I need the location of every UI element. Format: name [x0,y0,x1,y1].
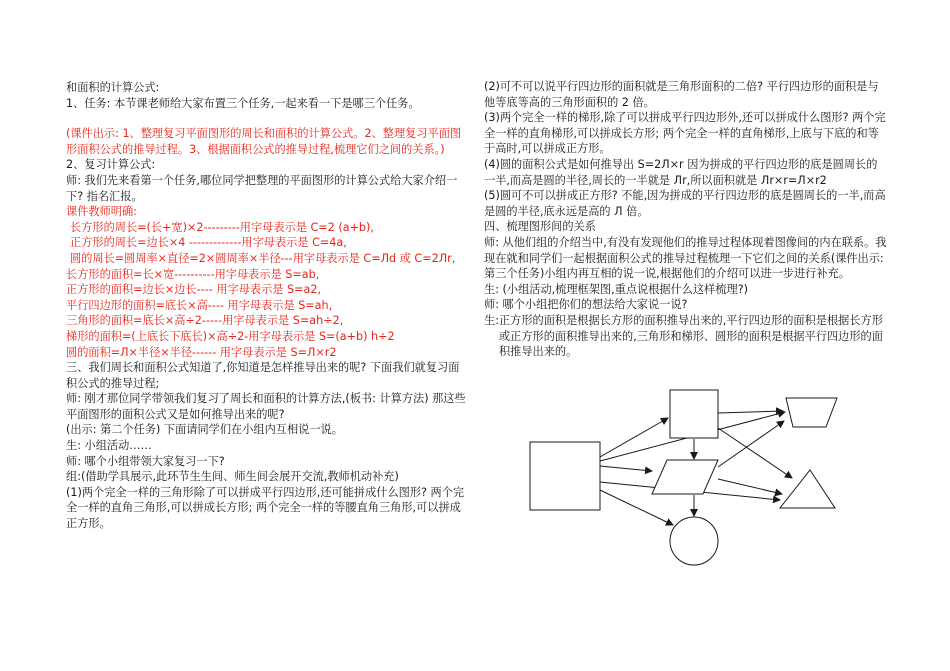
formula-line: 梯形的面积=(上底长下底长)×高÷2-用字母表示是 S=(a+b) h÷2 [66,329,395,343]
section-heading: 三、我们周长和面积公式知道了,你知道是怎样推导出来的呢? 下面我们就复习面积公式的推导过程; [66,361,460,390]
section-heading: 四、梳理图形间的关系 [484,220,596,234]
courseware-label: 课件教师明确: [66,205,137,219]
formula-line: 三角形的面积=底长×高÷2-----用字母表示是 S=ah÷2, [66,314,344,328]
square-shape [670,390,718,438]
arrow-square-to-triangle [718,428,792,478]
arrow-parallelogram-to-trapezoid [718,421,784,467]
formula-line: 长方形的周长=(长+宽)×2---------用字母表示是 C=2 (a+b), [70,220,374,234]
student-label: 生: [484,313,499,327]
student-line: 生: 小组活动…… [66,439,152,453]
student-answer-text: 正方形的面积是根据长方形的面积推导出来的,平行四边形的面积是根据长方形或正方形的面积推导出来的,三角形和梯形、圆形的面积是根据平行四边形的面积推导出来的。 [498,313,883,359]
formula-line: 圆的周长=圆周率×直径=2×圆周率×半径---用字母表示是 C=Лd 或 C=2Лr, [70,251,456,265]
teacher-line: 师: 刚才那位同学带领我们复习了周长和面积的计算方法,(板书: 计算方法) 那这些平面图形的面积公式又是如何推导出来的呢? [66,392,466,421]
parallelogram-shape [652,460,718,494]
arrow-parallelogram-to-triangle [718,479,782,494]
task-intro: 1、任务: 本节课老师给大家布置三个任务,一起来看一下是哪三个任务。 [66,96,420,110]
section-heading: 2、复习计算公式: [66,158,156,172]
arrow-rectangle-to-parallelogram [600,466,652,471]
question-answer: (3)两个完全一样的梯形,除了可以拼成平行四边形外,还可以拼成什么图形? 两个完全一样的直角梯形,可以拼成长方形; 两个完全一样的直角梯形,上底与下底的和等于高时,可以拼成正方形。 [484,111,886,156]
teacher-line: 师: 我们先来看第一个任务,哪位同学把整理的平面图形的计算公式给大家介绍一下? 指名汇报。 [66,173,458,203]
question-answer: (5)圆可不可以拼成正方形? 不能,因为拼成的平行四边形的底是圆周长的一半,而高是圆的半径,底永远是高的 Л 倍。 [484,189,886,218]
question-answer: (2)可不可以说平行四边形的面积就是三角形面积的二倍? 平行四边形的面积是与他等底等高的三角形面积的 2 倍。 [484,80,879,109]
arrow-rectangle-to-square [600,418,668,457]
text-line: (出示: 第二个任务) 下面请同学们在小组内互相说一说。 [66,423,343,437]
question-answer: (4)圆的面积公式是如何推导出 S=2Л×r 因为拼成的平行四边形的底是圆周长的一半,而高是圆的半径,周长的一半就是 Лr,所以面积就是 Лr×r=Л×r2 [484,157,878,187]
rectangle-shape [530,442,600,510]
teacher-line: 师: 哪个小组把你们的想法给大家说一说? [484,298,688,312]
arrow-rectangle-to-circle [600,490,673,525]
courseware-tasks: (课件出示: 1、整理复习平面图形的周长和面积的计算公式。2、整理复习平面图形面积公式的推导过程。3、根据面积公式的推导过程,梳理它们之间的关系。) [66,127,462,156]
group-line: 组:(借助学具展示,此环节生生间、师生间会展开交流,教师机动补充) [66,470,399,484]
teacher-line: 师: 从他们组的介绍当中,有没有发现他们的推导过程体现着图像间的内在联系。我现在就和同学们一起根据面积公式的推导过程梳理一下它们之间的关系(课件出示: 第三个任务)小组内再互相的说一说,根据他们的介绍可以进一步进行补充。 [484,235,887,281]
formula-line: 正方形的周长=边长×4 -------------用字母表示是 C=4a, [70,236,347,250]
text-line: 和面积的计算公式: [66,81,160,94]
arrow-square-to-trapezoid [718,411,783,413]
formula-line: 圆的面积=Л×半径×半径------ 用字母表示是 S=Л×r2 [66,345,337,359]
formula-line: 正方形的面积=边长×边长---- 用字母表示是 S=a2, [66,283,322,297]
teacher-line: 师: 哪个小组带领大家复习一下? [66,454,225,468]
formula-line: 长方形的面积=长×宽----------用字母表示是 S=ab, [66,267,320,281]
circle-shape [670,517,718,565]
trapezoid-shape [786,398,837,427]
student-line: 生: (小组活动,梳理框架图,重点说根据什么这样梳理?) [484,282,749,296]
question-answer: (1)两个完全一样的三角形除了可以拼成平行四边形,还可能拼成什么图形? 两个完全一样的直角三角形,可以拼成长方形; 两个完全一样的等腰直角三角形,可以拼成正方形。 [66,485,465,531]
formula-line: 平行四边形的面积=底长×高---- 用字母表示是 S=ah, [66,298,333,312]
